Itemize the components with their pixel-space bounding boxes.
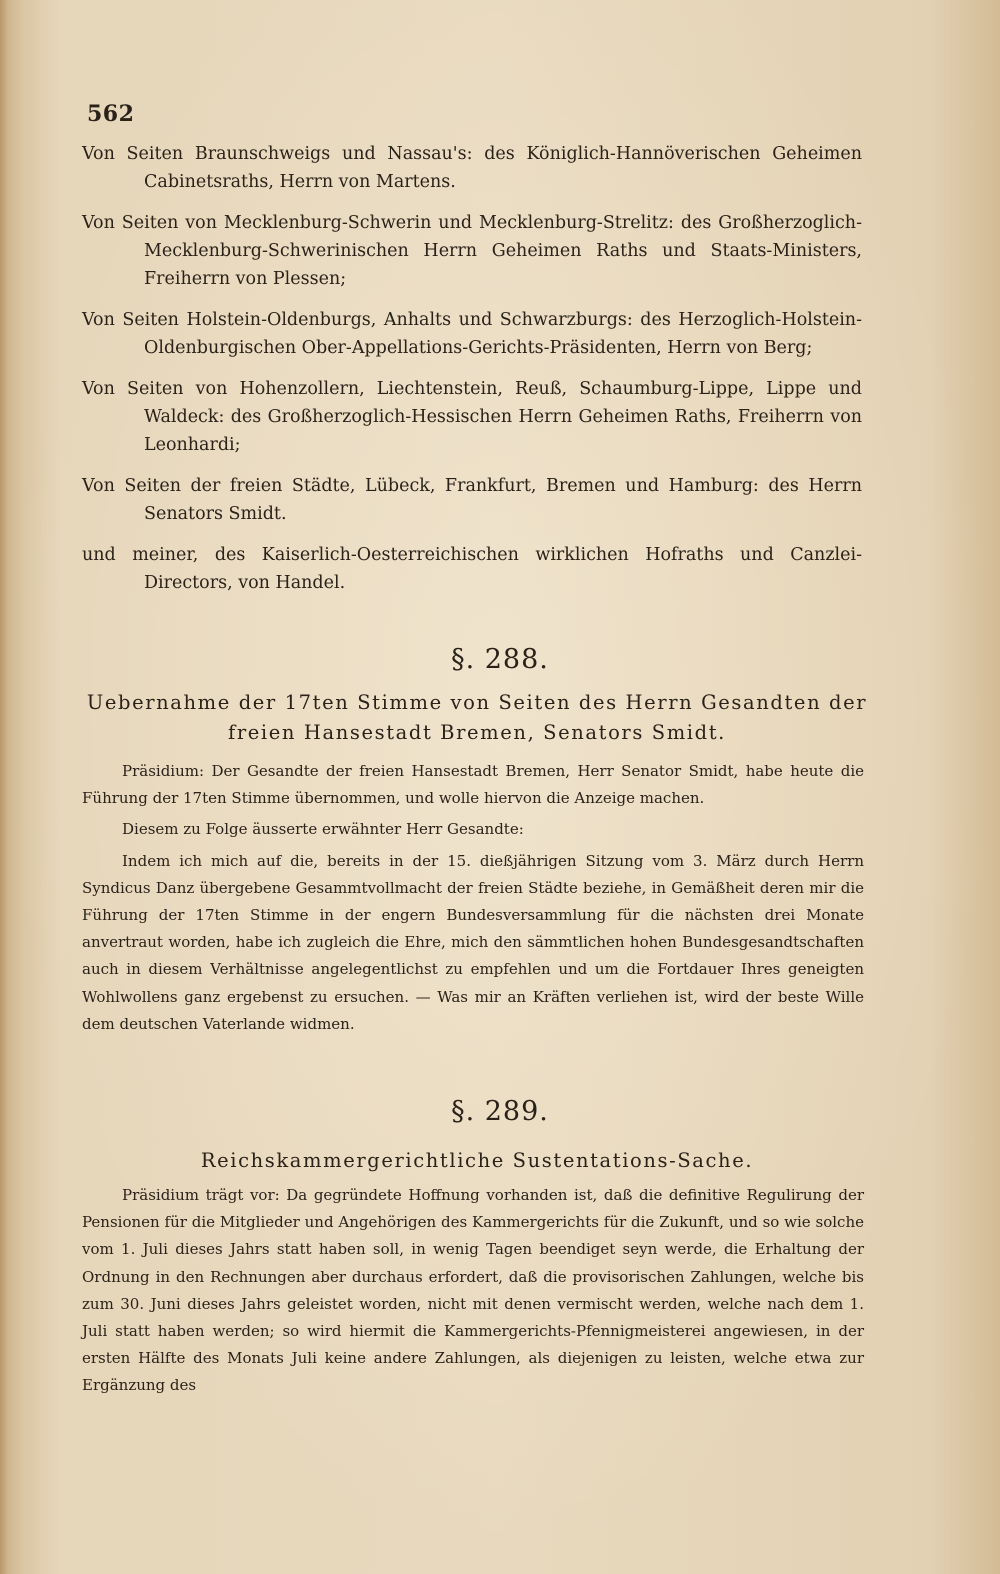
page-number: 562 [87, 101, 135, 127]
list-item: Von Seiten Holstein-Oldenburgs, Anhalts und Schwarzburgs: des Herzoglich-Holstein-Oldenburgischen Ober-Appellations-Gerichts-Präsidenten, Herrn von Berg; [82, 310, 862, 358]
list-item: Von Seiten der freien Städte, Lübeck, Frankfurt, Bremen und Hamburg: des Herrn Senators Smidt. [82, 476, 862, 524]
section-289-number: §. 289. [451, 1096, 549, 1127]
section-288-title-line2: freien Hansestadt Bremen, Senators Smidt. [228, 721, 726, 744]
paragraph: Präsidium trägt vor: Da gegründete Hoffnung vorhanden ist, daß die definitive Regulirung der Pensionen für die Mitglieder und Angehörigen des Kammergerichts für die Zukunft, und so wie solche vom 1. Juli dieses Jahrs statt haben soll, in wenig Tagen beendiget seyn werde, die Erhaltung der Ordnung in den Rechnungen aber durchaus erfordert, daß die provisorischen Zahlungen, welche bis zum 30. Juni dieses Jahrs geleistet worden, nicht mit denen vermischt werden, welche nach dem 1. Juli statt haben werden; so wird hiermit die Kammergerichts-Pfennigmeisterei angewiesen, in der ersten Hälfte des Monats Juli keine andere Zahlungen, als diejenigen zu leisten, welche etwa zur Ergänzung des [82, 1186, 864, 1395]
paragraph: Präsidium: Der Gesandte der freien Hansestadt Bremen, Herr Senator Smidt, habe heute die Führung der 17ten Stimme übernommen, und wolle hiervon die Anzeige machen. [82, 762, 864, 808]
list-item: Von Seiten von Hohenzollern, Liechtenstein, Reuß, Schaumburg-Lippe, Lippe und Waldeck: des Großherzoglich-Hessischen Herrn Geheimen Raths, Freiherrn von Leonhardi; [82, 379, 862, 455]
section-288-number: §. 288. [451, 644, 549, 675]
paragraph: Diesem zu Folge äusserte erwähnter Herr Gesandte: [122, 820, 524, 839]
section-288-title-line1: Uebernahme der 17ten Stimme von Seiten des Herrn Gesandten der [86, 691, 868, 714]
paragraph: Indem ich mich auf die, bereits in der 15. dießjährigen Sitzung vom 3. März durch Herrn Syndicus Danz übergebene Gesammtvollmacht der freien Städte beziehe, in Gemäßheit deren mir die Führung der 17ten Stimme in der engern Bundesversammlung für die nächsten drei Monate anvertraut worden, habe ich zugleich die Ehre, mich den sämmtlichen hohen Bundesgesandtschaften auch in diesem Verhältnisse angelegentlichst zu empfehlen und um die Fortdauer Ihres geneigten Wohlwollens ganz ergebenst zu ersuchen. — Was mir an Kräften verliehen ist, wird der beste Wille dem deutschen Vaterlande widmen. [82, 851, 864, 1033]
section-289-title: Reichskammergerichtliche Sustentations-Sache. [200, 1149, 754, 1172]
list-item: und meiner, des Kaiserlich-Oesterreichischen wirklichen Hofraths und Canzlei-Directors, von Handel. [82, 545, 862, 593]
list-item: Von Seiten von Mecklenburg-Schwerin und Mecklenburg-Strelitz: des Großherzoglich-Mecklenburg-Schwerinischen Herrn Geheimen Raths und Staats-Ministers, Freiherrn von Plessen; [82, 213, 862, 289]
list-item: Von Seiten Braunschweigs und Nassau's: des Königlich-Hannöverischen Geheimen Cabinetsraths, Herrn von Martens. [82, 144, 862, 192]
section-289-body [82, 1182, 864, 1404]
section-288-body [82, 758, 864, 1042]
delegates-list [82, 140, 862, 610]
